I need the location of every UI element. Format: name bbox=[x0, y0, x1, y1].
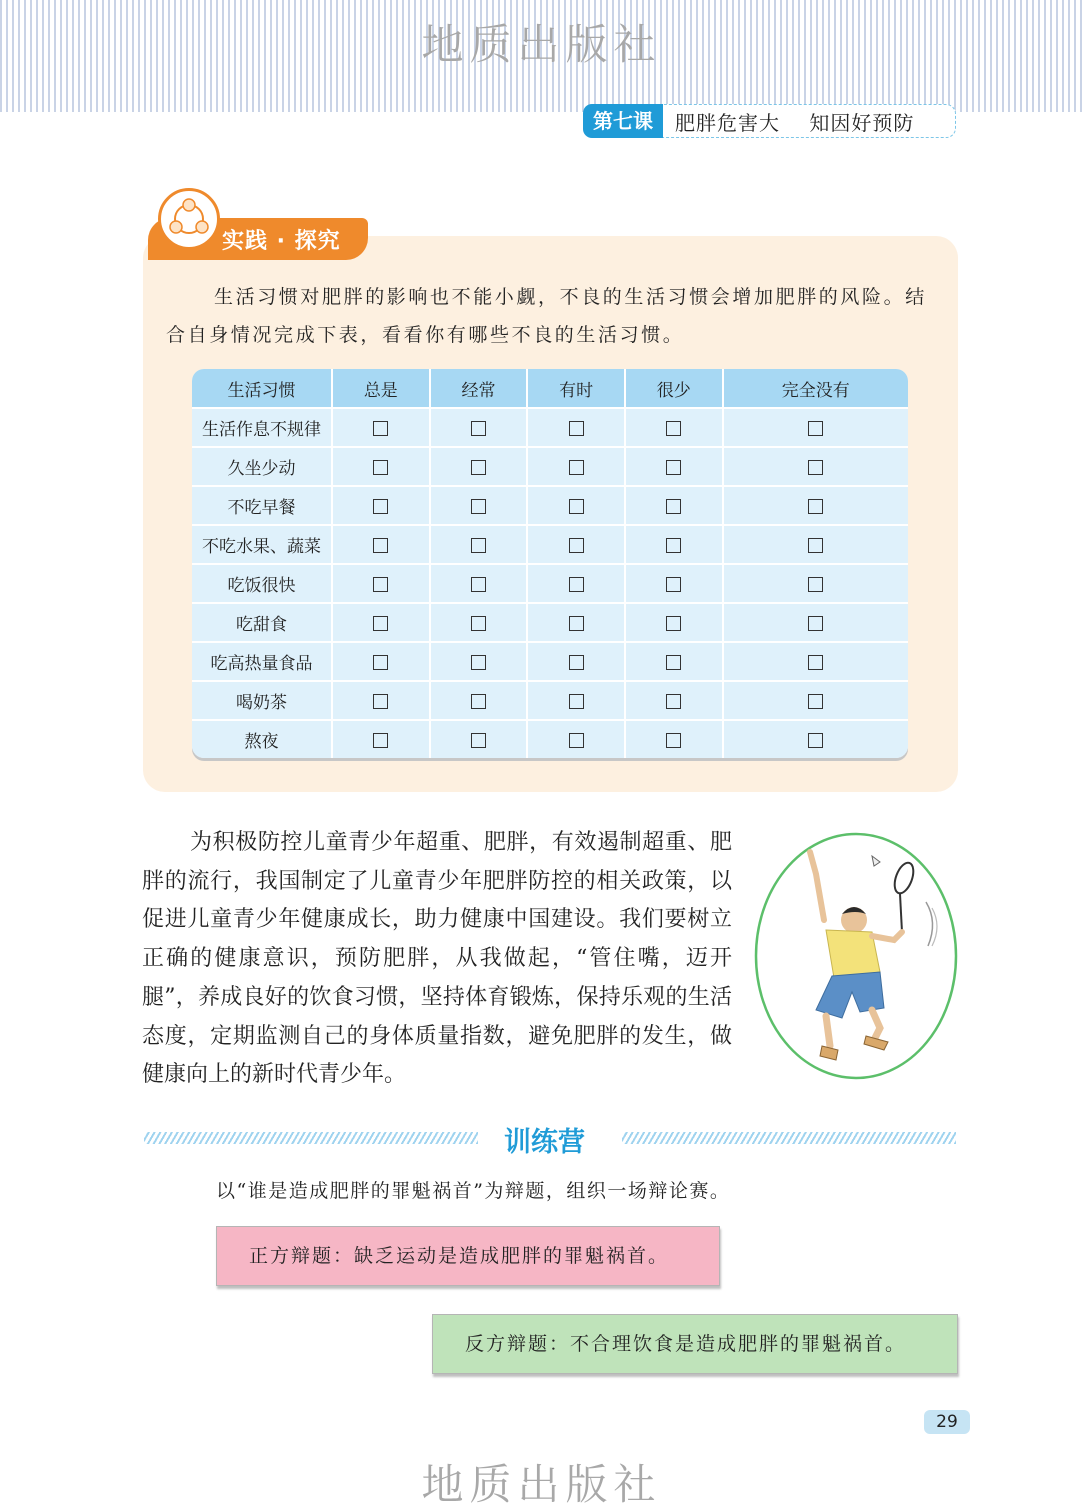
frequency-checkbox[interactable] bbox=[666, 460, 681, 475]
table-row bbox=[192, 719, 908, 758]
negative-side-box: 反方辩题：不合理饮食是造成肥胖的罪魁祸首。 bbox=[432, 1314, 958, 1374]
frequency-cell bbox=[528, 641, 626, 680]
frequency-cell bbox=[528, 485, 626, 524]
frequency-cell bbox=[724, 407, 908, 446]
obesity-prevention-text: 为积极防控儿童青少年超重、肥胖，有效遏制超重、肥胖的流行，我国制定了儿童青少年肥胖防控的相关政策，以促进儿童青少年健康成长，助力健康中国建设。我们要树立正确的健康意识，预防肥胖，从我做起，“管住嘴，迈开腿”，养成良好的饮食习惯，坚持体育锻炼，保持乐观的生活态度，定期监测自己的身体质量指数，避免肥胖的发生，做健康向上的新时代青少年。 bbox=[142, 830, 732, 1088]
training-camp-title: 训练营 bbox=[504, 1127, 585, 1158]
frequency-checkbox[interactable] bbox=[666, 733, 681, 748]
habit-name-cell: 不吃水果、蔬菜 bbox=[192, 524, 333, 563]
column-header: 总是 bbox=[333, 369, 431, 407]
frequency-checkbox[interactable] bbox=[471, 499, 486, 514]
frequency-checkbox[interactable] bbox=[808, 616, 823, 631]
frequency-checkbox[interactable] bbox=[373, 577, 388, 592]
frequency-cell bbox=[528, 719, 626, 758]
frequency-checkbox[interactable] bbox=[471, 421, 486, 436]
publisher-watermark-bottom: 地质出版社 bbox=[421, 1460, 662, 1509]
frequency-cell bbox=[626, 407, 724, 446]
frequency-checkbox[interactable] bbox=[471, 616, 486, 631]
column-header: 经常 bbox=[431, 369, 529, 407]
debate-prompt: 以“谁是造成肥胖的罪魁祸首”为辩题，组织一场辩论赛。 bbox=[216, 1180, 731, 1202]
frequency-cell bbox=[626, 680, 724, 719]
frequency-checkbox[interactable] bbox=[471, 577, 486, 592]
frequency-checkbox[interactable] bbox=[373, 499, 388, 514]
frequency-cell bbox=[724, 524, 908, 563]
frequency-checkbox[interactable] bbox=[808, 577, 823, 592]
habit-name-cell: 不吃早餐 bbox=[192, 485, 333, 524]
frequency-cell bbox=[528, 680, 626, 719]
frequency-cell bbox=[626, 602, 724, 641]
frequency-cell bbox=[333, 524, 431, 563]
frequency-checkbox[interactable] bbox=[666, 577, 681, 592]
column-header: 很少 bbox=[626, 369, 724, 407]
frequency-cell bbox=[333, 719, 431, 758]
frequency-checkbox[interactable] bbox=[471, 538, 486, 553]
frequency-checkbox[interactable] bbox=[373, 694, 388, 709]
habit-survey-table bbox=[192, 369, 908, 758]
frequency-cell bbox=[528, 446, 626, 485]
frequency-cell bbox=[431, 407, 529, 446]
frequency-cell bbox=[333, 407, 431, 446]
frequency-cell bbox=[431, 446, 529, 485]
frequency-cell bbox=[626, 641, 724, 680]
frequency-checkbox[interactable] bbox=[569, 538, 584, 553]
frequency-cell bbox=[333, 641, 431, 680]
table-row bbox=[192, 407, 908, 446]
practice-cycle-icon bbox=[158, 188, 220, 250]
frequency-checkbox[interactable] bbox=[666, 694, 681, 709]
frequency-cell bbox=[333, 680, 431, 719]
frequency-checkbox[interactable] bbox=[471, 733, 486, 748]
frequency-cell bbox=[431, 524, 529, 563]
table-row bbox=[192, 446, 908, 485]
habit-name-cell: 久坐少动 bbox=[192, 446, 333, 485]
frequency-cell bbox=[724, 680, 908, 719]
frequency-checkbox[interactable] bbox=[373, 421, 388, 436]
frequency-cell bbox=[431, 680, 529, 719]
lesson-header bbox=[584, 104, 956, 138]
frequency-checkbox[interactable] bbox=[569, 655, 584, 670]
lesson-title: 肥胖危害大 知因好预防 bbox=[675, 110, 915, 135]
frequency-cell bbox=[528, 407, 626, 446]
table-row bbox=[192, 680, 908, 719]
frequency-checkbox[interactable] bbox=[808, 421, 823, 436]
frequency-checkbox[interactable] bbox=[808, 694, 823, 709]
frequency-checkbox[interactable] bbox=[569, 421, 584, 436]
table-row bbox=[192, 563, 908, 602]
training-camp-heading bbox=[144, 1120, 956, 1160]
frequency-checkbox[interactable] bbox=[666, 538, 681, 553]
habit-name-cell: 吃饭很快 bbox=[192, 563, 333, 602]
frequency-cell bbox=[431, 719, 529, 758]
table-row bbox=[192, 524, 908, 563]
column-header: 完全没有 bbox=[724, 369, 908, 407]
habit-name-cell: 喝奶茶 bbox=[192, 680, 333, 719]
frequency-checkbox[interactable] bbox=[666, 421, 681, 436]
table-row bbox=[192, 485, 908, 524]
frequency-checkbox[interactable] bbox=[471, 655, 486, 670]
frequency-cell bbox=[724, 446, 908, 485]
frequency-checkbox[interactable] bbox=[373, 616, 388, 631]
affirmative-side-box: 正方辩题：缺乏运动是造成肥胖的罪魁祸首。 bbox=[216, 1226, 720, 1286]
badminton-player-illustration bbox=[754, 832, 958, 1080]
frequency-checkbox[interactable] bbox=[373, 538, 388, 553]
habit-name-cell: 吃高热量食品 bbox=[192, 641, 333, 680]
lesson-number-badge: 第七课 bbox=[583, 104, 663, 138]
habit-name-cell: 熬夜 bbox=[192, 719, 333, 758]
frequency-cell bbox=[333, 563, 431, 602]
frequency-cell bbox=[724, 641, 908, 680]
frequency-cell bbox=[528, 563, 626, 602]
frequency-cell bbox=[626, 563, 724, 602]
frequency-checkbox[interactable] bbox=[569, 499, 584, 514]
column-header: 生活习惯 bbox=[192, 369, 333, 407]
heading-stripe-left bbox=[144, 1132, 478, 1144]
frequency-cell bbox=[333, 485, 431, 524]
habit-name-cell: 吃甜食 bbox=[192, 602, 333, 641]
frequency-cell bbox=[333, 602, 431, 641]
frequency-checkbox[interactable] bbox=[808, 655, 823, 670]
frequency-checkbox[interactable] bbox=[471, 460, 486, 475]
frequency-cell bbox=[626, 485, 724, 524]
frequency-cell bbox=[724, 602, 908, 641]
frequency-checkbox[interactable] bbox=[569, 694, 584, 709]
frequency-cell bbox=[724, 719, 908, 758]
frequency-checkbox[interactable] bbox=[471, 694, 486, 709]
table-row bbox=[192, 641, 908, 680]
frequency-checkbox[interactable] bbox=[373, 460, 388, 475]
frequency-cell bbox=[431, 602, 529, 641]
frequency-cell bbox=[626, 719, 724, 758]
frequency-checkbox[interactable] bbox=[666, 655, 681, 670]
frequency-checkbox[interactable] bbox=[666, 616, 681, 631]
frequency-checkbox[interactable] bbox=[808, 460, 823, 475]
frequency-cell bbox=[528, 602, 626, 641]
frequency-cell bbox=[724, 485, 908, 524]
practice-intro-text: 生活习惯对肥胖的影响也不能小觑，不良的生活习惯会增加肥胖的风险。结合自身情况完成下表，看看你有哪些不良的生活习惯。 bbox=[166, 286, 927, 346]
frequency-checkbox[interactable] bbox=[373, 655, 388, 670]
column-header: 有时 bbox=[528, 369, 626, 407]
frequency-cell bbox=[528, 524, 626, 563]
frequency-cell bbox=[431, 563, 529, 602]
frequency-cell bbox=[724, 563, 908, 602]
frequency-checkbox[interactable] bbox=[666, 499, 681, 514]
habit-name-cell: 生活作息不规律 bbox=[192, 407, 333, 446]
frequency-checkbox[interactable] bbox=[569, 733, 584, 748]
frequency-cell bbox=[333, 446, 431, 485]
frequency-checkbox[interactable] bbox=[808, 538, 823, 553]
table-row bbox=[192, 602, 908, 641]
page-number: 29 bbox=[924, 1410, 970, 1434]
frequency-cell bbox=[626, 524, 724, 563]
frequency-checkbox[interactable] bbox=[373, 733, 388, 748]
table-header-row bbox=[192, 369, 908, 407]
frequency-checkbox[interactable] bbox=[569, 460, 584, 475]
frequency-cell bbox=[431, 641, 529, 680]
frequency-cell bbox=[626, 446, 724, 485]
frequency-checkbox[interactable] bbox=[569, 577, 584, 592]
frequency-checkbox[interactable] bbox=[569, 616, 584, 631]
frequency-checkbox[interactable] bbox=[808, 733, 823, 748]
heading-stripe-right bbox=[622, 1132, 956, 1144]
frequency-checkbox[interactable] bbox=[808, 499, 823, 514]
frequency-cell bbox=[431, 485, 529, 524]
practice-section-label: 实践 · 探究 bbox=[222, 229, 341, 254]
publisher-watermark-top: 地质出版社 bbox=[421, 20, 662, 69]
